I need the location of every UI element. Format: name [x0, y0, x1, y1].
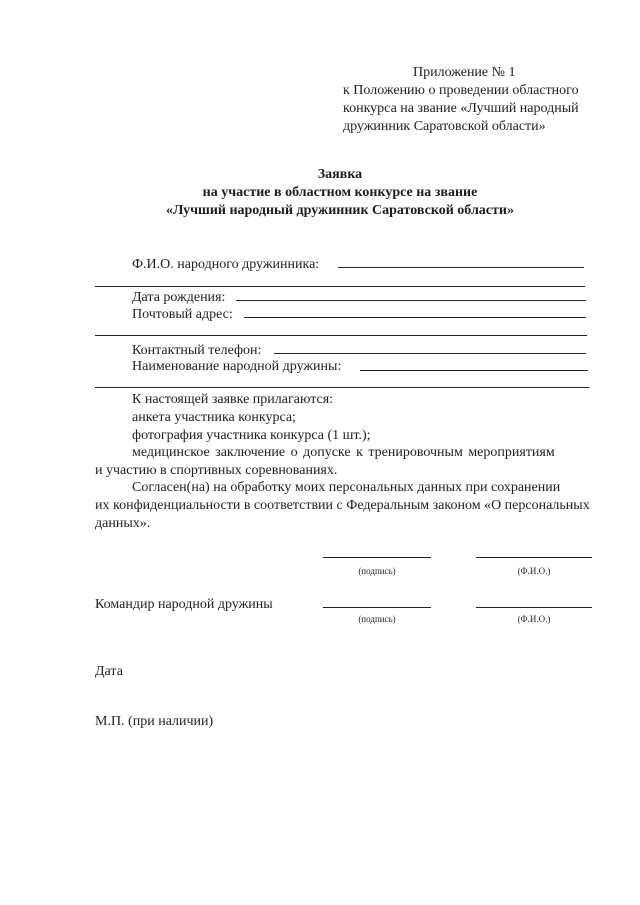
phone-input-line[interactable]	[274, 353, 586, 354]
fio-input-line[interactable]	[338, 267, 584, 268]
attachment-item2: фотография участника конкурса (1 шт.);	[132, 428, 371, 443]
address-label: Почтовый адрес:	[132, 307, 233, 322]
appendix-ref-line2: конкурса на звание «Лучший народный	[343, 101, 579, 116]
birth-label: Дата рождения:	[132, 290, 226, 305]
consent-line1: Согласен(на) на обработку моих персональных данных при сохранении	[132, 480, 561, 495]
commander-signature-caption: (подпись)	[358, 614, 396, 624]
attachment-item3-line1: медицинское заключение о допуске к тренировочным мероприятиям	[132, 445, 555, 460]
address-input-line-2[interactable]	[95, 335, 587, 336]
participant-signature-caption: (подпись)	[358, 566, 396, 576]
title-line1: Заявка	[317, 167, 363, 182]
address-input-line[interactable]	[244, 317, 586, 318]
squad-input-line[interactable]	[360, 370, 588, 371]
birth-input-line[interactable]	[236, 300, 586, 301]
date-label: Дата	[95, 664, 123, 679]
title-line3: «Лучший народный дружинник Саратовской области»	[166, 203, 514, 218]
participant-name-line[interactable]	[476, 557, 592, 558]
phone-label: Контактный телефон:	[132, 343, 262, 358]
commander-name-line[interactable]	[476, 607, 592, 608]
participant-name-caption: (Ф.И.О.)	[517, 566, 551, 576]
seal-label: М.П. (при наличии)	[95, 714, 214, 729]
fio-label: Ф.И.О. народного дружинника:	[132, 257, 320, 272]
attachment-item1: анкета участника конкурса;	[132, 410, 296, 425]
commander-name-caption: (Ф.И.О.)	[517, 614, 551, 624]
squad-input-line-2[interactable]	[95, 387, 589, 388]
fio-input-line-2[interactable]	[95, 286, 585, 287]
attachments-intro: К настоящей заявке прилагаются:	[132, 392, 334, 407]
consent-line2: их конфиденциальности в соответствии с Федеральным законом «О персональных	[95, 498, 590, 513]
commander-signature-line[interactable]	[323, 607, 431, 608]
consent-line3: данных».	[95, 516, 151, 531]
title-line2: на участие в областном конкурсе на звание	[202, 185, 478, 200]
commander-label: Командир народной дружины	[95, 597, 273, 612]
squad-label: Наименование народной дружины:	[132, 359, 342, 374]
appendix-number: Приложение № 1	[413, 65, 516, 80]
participant-signature-line[interactable]	[323, 557, 431, 558]
appendix-ref-line1: к Положению о проведении областного	[343, 83, 579, 98]
attachment-item3-line2: и участию в спортивных соревнованиях.	[95, 463, 338, 478]
appendix-ref-line3: дружинник Саратовской области»	[343, 119, 546, 134]
